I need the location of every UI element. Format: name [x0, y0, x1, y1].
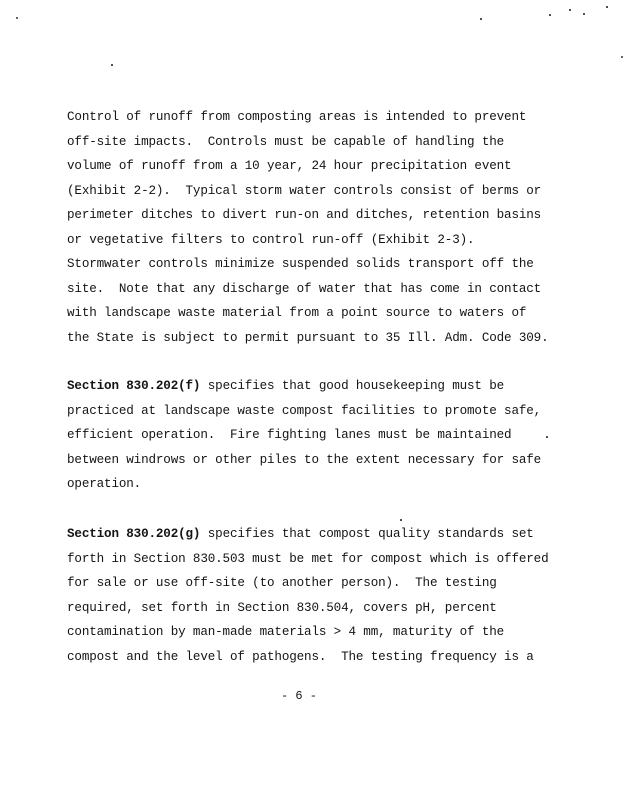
- scan-speck: [569, 9, 571, 11]
- scan-speck: [480, 18, 482, 20]
- text-line: required, set forth in Section 830.504, covers pH, percent: [67, 600, 497, 615]
- text-line: (Exhibit 2-2). Typical storm water controls consist of berms or: [67, 183, 542, 198]
- paragraph-section-830-202g: [67, 522, 567, 669]
- text-line: with landscape waste material from a point source to waters of: [67, 306, 527, 320]
- text-line: efficient operation. Fire fighting lanes must be maintained: [67, 428, 512, 442]
- scan-speck: [621, 56, 623, 58]
- text-line: the State is subject to permit pursuant to 35 Ill. Adm. Code 309.: [67, 330, 549, 345]
- paragraph-section-830-202f: [67, 374, 567, 497]
- text-line: compost and the level of pathogens. The testing frequency is a: [67, 649, 534, 664]
- scan-speck: [16, 17, 18, 19]
- section-heading: Section 830.202(g): [67, 527, 201, 541]
- text-line: contamination by man-made materials > 4 mm, maturity of the: [67, 625, 505, 639]
- text-line: between windrows or other piles to the extent necessary for safe: [67, 452, 542, 467]
- text-line: volume of runoff from a 10 year, 24 hour precipitation event: [67, 159, 512, 173]
- text-line: practiced at landscape waste compost facilities to promote safe,: [67, 403, 542, 418]
- scan-speck: [400, 519, 402, 521]
- paragraph-runoff-control: [67, 105, 567, 350]
- text-line: operation.: [67, 477, 142, 491]
- text-line: Control of runoff from composting areas is intended to prevent: [67, 110, 527, 124]
- text-line: for sale or use off-site (to another person). The testing: [67, 576, 497, 590]
- scan-speck: [583, 13, 585, 15]
- text-line: [67, 522, 567, 547]
- text-line-rest: specifies that good housekeeping must be: [200, 379, 505, 393]
- text-line: site. Note that any discharge of water that has come in contact: [67, 281, 542, 296]
- page-number: - 6 -: [281, 689, 318, 703]
- text-line: off-site impacts. Controls must be capable of handling the: [67, 134, 505, 149]
- text-line: forth in Section 830.503 must be met for compost which is offered: [67, 551, 549, 566]
- text-line: or vegetative filters to control run-off (Exhibit 2-3).: [67, 232, 475, 247]
- section-heading: Section 830.202(f): [67, 379, 201, 393]
- text-line: [67, 374, 567, 399]
- text-line: perimeter ditches to divert run-on and ditches, retention basins: [67, 208, 542, 222]
- scan-speck: [549, 14, 551, 16]
- text-line-rest: specifies that compost quality standards set: [200, 527, 534, 541]
- text-line: Stormwater controls minimize suspended solids transport off the: [67, 257, 534, 271]
- scan-speck: [606, 6, 608, 8]
- scan-speck: [111, 64, 113, 66]
